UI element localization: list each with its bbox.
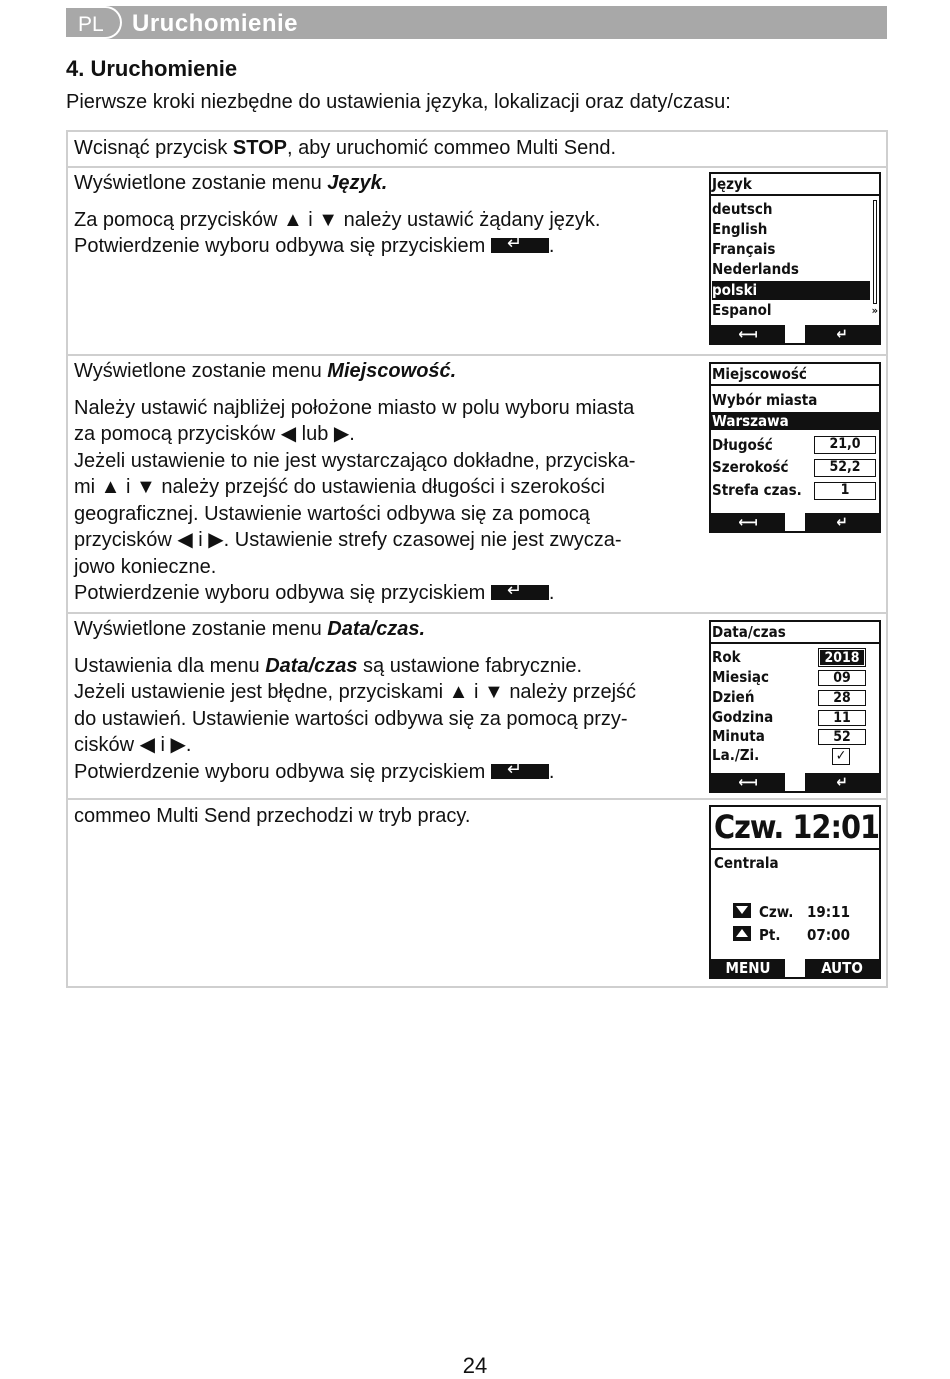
menu-name: Miejscowość. bbox=[327, 360, 457, 382]
instruction-line: do ustawień. Ustawienie wartości odbywa się za pomocą przy- bbox=[74, 707, 628, 730]
instruction-line: Należy ustawić najbliżej położone miasto w polu wyboru miasta bbox=[74, 396, 635, 419]
back-arrow-icon: ⟻ bbox=[711, 325, 785, 343]
instruction-line: geograficznej. Ustawienie wartości odbywa się za pomocą bbox=[74, 502, 590, 525]
language-screen bbox=[709, 172, 881, 345]
city-label: Wybór miasta bbox=[712, 391, 818, 409]
day-label: Dzień bbox=[712, 688, 755, 706]
longitude-value: 21,0 bbox=[814, 436, 876, 454]
language-option: Français bbox=[712, 240, 776, 258]
enter-key-icon bbox=[491, 585, 549, 600]
step-row-datetime bbox=[68, 614, 886, 800]
language-option: Nederlands bbox=[712, 260, 799, 278]
operating-screen bbox=[709, 805, 881, 979]
text-part: . bbox=[548, 760, 555, 783]
down-day: Czw. bbox=[759, 903, 794, 921]
hour-label: Godzina bbox=[712, 708, 774, 726]
section-intro: Pierwsze kroki niezbędne do ustawienia języka, lokalizacji oraz daty/czasu: bbox=[66, 91, 731, 113]
instruction-line: mi ▲ i ▼ należy przejść do ustawienia długości i szerokości bbox=[74, 476, 605, 498]
text-part: Wyświetlone zostanie menu bbox=[74, 618, 328, 640]
step-text bbox=[74, 358, 694, 607]
menu-softkey: MENU bbox=[711, 959, 785, 977]
steps-table bbox=[66, 130, 888, 988]
timezone-value: 1 bbox=[814, 482, 876, 500]
step-text bbox=[74, 616, 694, 785]
instruction-line: Jeżeli ustawienie jest błędne, przyciskami ▲ i ▼ należy przejść bbox=[74, 681, 637, 703]
day-value: 28 bbox=[818, 690, 866, 706]
instruction-line: Potwierdzenie wyboru odbywa się przyciskiem bbox=[74, 760, 491, 783]
step-row-language bbox=[68, 168, 886, 356]
text-part: Wcisnąć przycisk bbox=[74, 137, 233, 159]
clock-display: Czw. 12:01 bbox=[714, 808, 880, 846]
text-part: , aby uruchomić commeo Multi Send. bbox=[287, 137, 617, 159]
text-part: . bbox=[548, 582, 555, 604]
language-option-selected: polski bbox=[712, 281, 870, 300]
month-label: Miesiąc bbox=[712, 668, 769, 686]
enter-arrow-icon: ↵ bbox=[805, 513, 879, 531]
screen-title: Język bbox=[711, 174, 879, 196]
menu-name: Data/czas bbox=[265, 654, 358, 677]
screen-title: Miejscowość bbox=[711, 364, 879, 386]
hour-value: 11 bbox=[818, 710, 866, 726]
step-row-location bbox=[68, 356, 886, 614]
down-time: 19:11 bbox=[807, 903, 850, 921]
mode-label: Centrala bbox=[714, 854, 779, 872]
minute-label: Minuta bbox=[712, 727, 765, 745]
text-part: . bbox=[548, 235, 555, 257]
divider bbox=[711, 848, 879, 850]
section-header-bar bbox=[66, 6, 887, 39]
month-value: 09 bbox=[818, 670, 866, 686]
down-time-icon bbox=[733, 903, 751, 918]
location-screen bbox=[709, 362, 881, 533]
section-heading: 4. Uruchomienie bbox=[66, 56, 238, 81]
city-value: Warszawa bbox=[711, 412, 880, 430]
timezone-label: Strefa czas. bbox=[712, 481, 802, 499]
year-value: 2018 bbox=[820, 650, 864, 665]
datetime-screen bbox=[709, 620, 881, 793]
language-option: deutsch bbox=[712, 200, 773, 218]
text-part: Wyświetlone zostanie menu bbox=[74, 360, 328, 382]
language-option: English bbox=[712, 220, 768, 238]
language-option: Espanol bbox=[712, 301, 772, 319]
step-text bbox=[74, 135, 874, 162]
instruction-line: Jeżeli ustawienie to nie jest wystarczająco dokładne, przyciska- bbox=[74, 449, 636, 472]
instruction-line: jowo konieczne. bbox=[74, 555, 217, 578]
minute-value: 52 bbox=[818, 729, 866, 745]
checkbox-check-icon: ✓ bbox=[832, 748, 850, 765]
step-row-start bbox=[68, 132, 886, 168]
menu-name: Język. bbox=[327, 172, 388, 194]
instruction-line: Potwierdzenie wyboru odbywa się przyciskiem bbox=[74, 235, 491, 257]
back-arrow-icon: ⟻ bbox=[711, 773, 785, 791]
auto-softkey: AUTO bbox=[805, 959, 879, 977]
latitude-label: Szerokość bbox=[712, 458, 789, 476]
screen-footer bbox=[711, 773, 879, 791]
up-time: 07:00 bbox=[807, 926, 850, 944]
year-label: Rok bbox=[712, 648, 741, 666]
enter-arrow-icon: ↵ bbox=[805, 773, 879, 791]
language-tag bbox=[66, 6, 122, 39]
instruction-line: przycisków ◀ i ▶. Ustawienie strefy czasowej nie jest zwycza- bbox=[74, 529, 622, 551]
step-text: commeo Multi Send przechodzi w tryb pracy. bbox=[74, 805, 471, 827]
enter-key-icon bbox=[491, 764, 549, 779]
up-time-icon bbox=[733, 926, 751, 941]
instruction-line: Za pomocą przycisków ▲ i ▼ należy ustawić żądany język. bbox=[74, 208, 601, 231]
dst-label: La./Zi. bbox=[712, 746, 760, 764]
text-part: Wyświetlone zostanie menu bbox=[74, 172, 328, 194]
instruction-line: za pomocą przycisków ◀ lub ▶. bbox=[74, 423, 355, 445]
page-number: 24 bbox=[462, 1353, 488, 1378]
enter-key-icon bbox=[491, 238, 549, 253]
back-arrow-icon: ⟻ bbox=[711, 513, 785, 531]
enter-arrow-icon: ↵ bbox=[805, 325, 879, 343]
up-day: Pt. bbox=[759, 926, 781, 944]
text-part: są ustawione fabrycznie. bbox=[357, 654, 583, 677]
screen-footer bbox=[711, 959, 879, 977]
longitude-label: Długość bbox=[712, 436, 773, 454]
language-tag-text: PL bbox=[78, 13, 104, 36]
screen-title: Data/czas bbox=[711, 622, 879, 644]
menu-name: Data/czas. bbox=[327, 618, 426, 640]
header-title: Uruchomienie bbox=[132, 10, 299, 37]
step-row-operating bbox=[68, 800, 886, 986]
screen-footer bbox=[711, 513, 879, 531]
scroll-down-icon: » bbox=[871, 304, 878, 317]
scrollbar bbox=[873, 200, 877, 304]
step-text bbox=[74, 170, 694, 260]
instruction-line: Potwierdzenie wyboru odbywa się przyciskiem bbox=[74, 582, 491, 604]
stop-key-name: STOP bbox=[232, 137, 287, 159]
screen-footer bbox=[711, 325, 879, 343]
text-part: Ustawienia dla menu bbox=[74, 654, 266, 677]
instruction-line: cisków ◀ i ▶. bbox=[74, 734, 192, 756]
latitude-value: 52,2 bbox=[814, 459, 876, 477]
